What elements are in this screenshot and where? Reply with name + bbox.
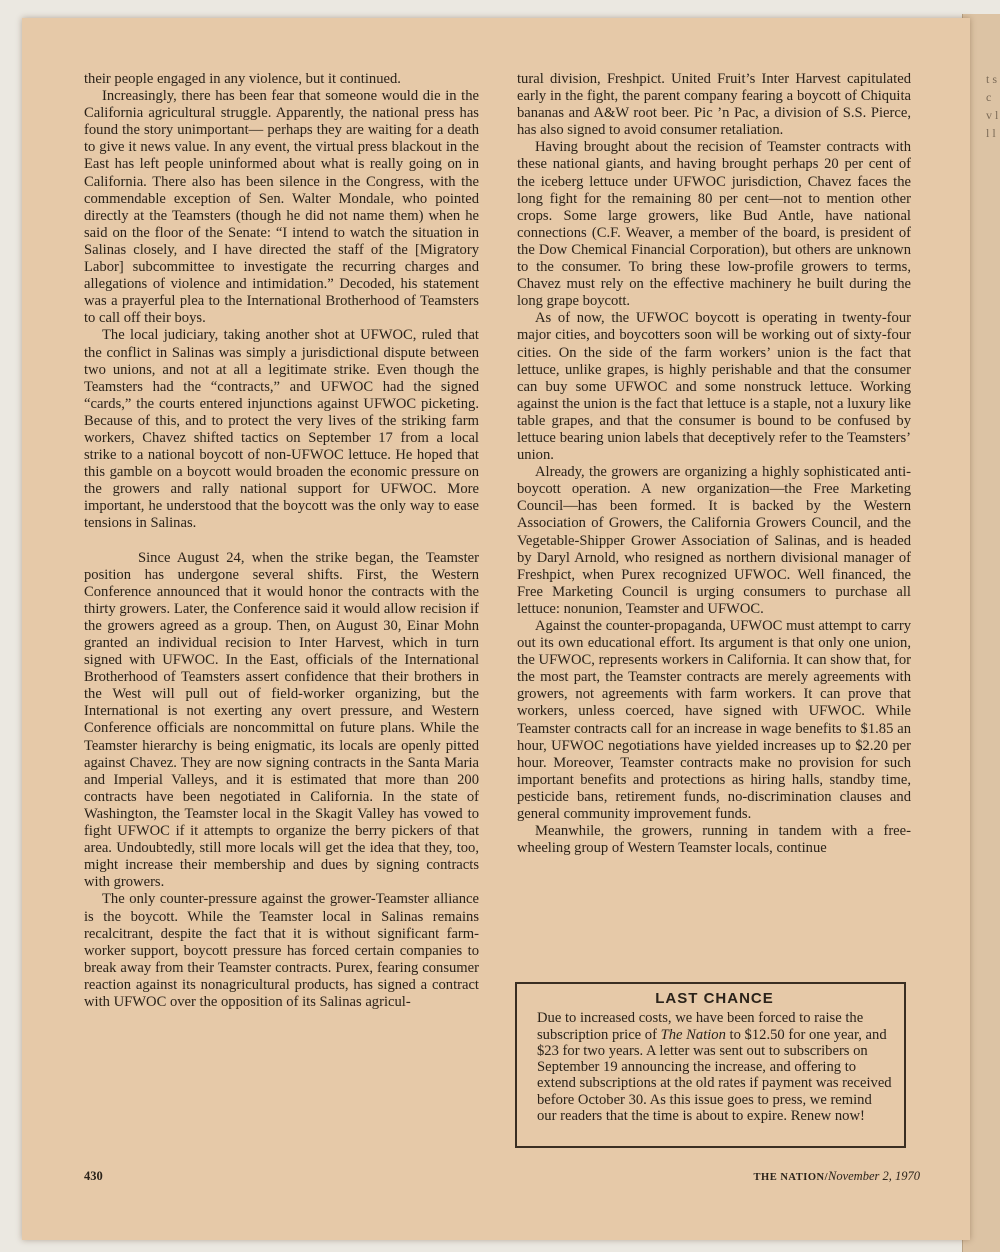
left-column xyxy=(84,71,479,1011)
publication-name: The Nation xyxy=(660,1026,726,1043)
paragraph: tural division, Freshpict. United Fruit’s Inter Harvest capitulated early in the fight, the parent company fearing a boycott of Chiquita bananas and A&W root beer. Pic ’n Pac, a division of S.S. Pierce, has also signed to avoid consumer retaliation. xyxy=(517,71,911,139)
paragraph: Already, the growers are organizing a highly sophisticated anti-boycott operation. A new organization—the Free Marketing Council—has been formed. It is backed by the Western Association of Growers, the California Growers Council, and the Vegetable-Shipper Grower Association of Salinas, and is headed by Daryl Arnold, who resigned as northern divisional manager of Freshpict, when Purex recognized UFWOC. Well financed, the Free Marketing Council is urging consumers to purchase all lettuce: nonunion, Teamster and UFWOC. xyxy=(517,464,911,617)
paragraph: their people engaged in any violence, but it continued. xyxy=(84,71,401,87)
last-chance-notice xyxy=(515,982,906,1148)
paragraph: Meanwhile, the growers, running in tandem with a free-wheeling group of Western Teamster locals, continue xyxy=(517,823,911,857)
magazine-name: THE NATION/ xyxy=(753,1172,828,1183)
paragraph: The only counter-pressure against the grower-Teamster alliance is the boycott. While the Teamster local in Salinas remains recalcitrant, despite the fact that it is without significant farm-worker support, boycott pressure has forced certain companies to break away from their Teamster contracts. Purex, fearing consumer reaction against its nonagricultural products, has signed a contract with UFWOC over the opposition of its Salinas agricul- xyxy=(84,891,479,1010)
paragraph: Increasingly, there has been fear that someone would die in the California agricultural struggle. Apparently, the national press has found the story unimportant— perhaps they are waiting for a death to give it news value. In any event, the virtual press blackout in the East has left people uninformed about what is really going on in California. There also has been silence in the Congress, with the commendable exception of Sen. Walter Mondale, who pointed directly at the Teamsters (though he did not name them) when he said on the floor of the Senate: “I intend to watch the situation in Salinas closely, and I have directed the staff of the [Migratory Labor] subcommittee to investigate the recurring charges and allegations of violence and intimidation.” Decoded, his statement was a prayerful plea to the International Brotherhood of Teamsters to call off their boys. xyxy=(84,88,479,327)
paragraph: Since August 24, when the strike began, the Teamster position has undergone several shifts. First, the Western Conference announced that it would honor the contracts with the thirty growers. Later, the Conference said it would allow recision if the growers agreed as a group. Then, on August 30, Einar Mohn granted an individual recision to Inter Harvest, which in turn signed with UFWOC. In the East, officials of the International Brotherhood of Teamsters assert confidence that their brothers in the West will pull out of field-worker organizing, but the International is not exerting any overt pressure, and Western Conference officials are noncommittal on future plans. While the Teamster hierarchy is being enigmatic, its locals are openly pitted against Chavez. They are now signing contracts in the Santa Maria and Imperial Valleys, and it is estimated that more than 200 contracts have been negotiated in California. In the state of Washington, the Teamster local in the Skagit Valley has vowed to fight UFWOC if it attempts to organize the berry pickers of that area. Undoubtedly, still more locals will get the idea that they, too, might increase their membership and dues by signing contracts with growers. xyxy=(84,549,479,891)
issue-date: November 2, 1970 xyxy=(828,1169,920,1183)
notice-title: LAST CHANCE xyxy=(655,990,774,1007)
paragraph: The local judiciary, taking another shot at UFWOC, ruled that the conflict in Salinas was simply a jurisdictional dispute between two unions, and not at all a legitimate strike. Even though the Teamsters had the “contracts,” and UFWOC had the signed “cards,” the courts entered injunctions against UFWOC picketing. Because of this, and to protect the very lives of the striking farm workers, Chavez shifted tactics on September 17 from a local strike to a national boycott of non-UFWOC lettuce. He hoped that this gamble on a boycott would broaden the economic pressure on the growers and rally national support for UFWOC. More important, he understood that the boycott was the only way to ease tensions in Salinas. xyxy=(84,327,479,532)
notice-body: Due to increased costs, we have been forced to raise the subscription price of The Nation to $12.50 for one year, and $23 for two years. A letter was sent out to subscribers on September 19 announcing the increase, and offering to extend subscriptions at the old rates if payment was received before October 30. As this issue goes to press, we remind our readers that the time is about to expire. Renew now! xyxy=(537,1010,892,1125)
paragraph: As of now, the UFWOC boycott is operating in twenty-four major cities, and boycotters soon will be working out of sixty-four cities. On the side of the farm workers’ union is the fact that lettuce, unlike grapes, is highly perishable and that the consumer can buy some UFWOC and some nonstruck lettuce. Working against the union is the fact that lettuce is a staple, not a luxury like table grapes, and that the consumer is bound to be confused by lettuce bearing union labels that deceptively refer to the Teamsters’ union. xyxy=(517,310,911,464)
page-number: 430 xyxy=(84,1169,103,1183)
next-page-fragment: t s c v l l l xyxy=(986,72,999,140)
right-column xyxy=(517,71,911,857)
paragraph: Having brought about the recision of Teamster contracts with these national giants, and having brought perhaps 20 per cent of the iceberg lettuce under UFWOC jurisdiction, Chavez faces the long fight for the remaining 80 per cent—not to mention other crops. Some large growers, like Bud Antle, have national connections (C.F. Weaver, a member of the board, is president of the Dow Chemical Financial Corporation), but others are unknown to the consumer. To bring these low-profile growers to terms, Chavez must rely on the effective machinery he built during the long grape boycott. xyxy=(517,139,911,310)
paragraph: Against the counter-propaganda, UFWOC must attempt to carry out its own educational effort. Its argument is that only one union, the UFWOC, represents workers in California. It can show that, for the most part, the Teamster contracts are merely agreements with growers, not agreements with farm workers. It can prove that workers, unless coerced, have signed with UFWOC. While Teamster contracts call for an increase in wage benefits to $1.85 an hour, UFWOC negotiations have yielded increases up to $2.20 per hour. Moreover, Teamster contracts make no provision for such important benefits and protections as hiring halls, standby time, pesticide bans, retirement funds, no-discrimination clauses and general community improvement funds. xyxy=(517,618,911,823)
running-footer xyxy=(754,1169,920,1184)
